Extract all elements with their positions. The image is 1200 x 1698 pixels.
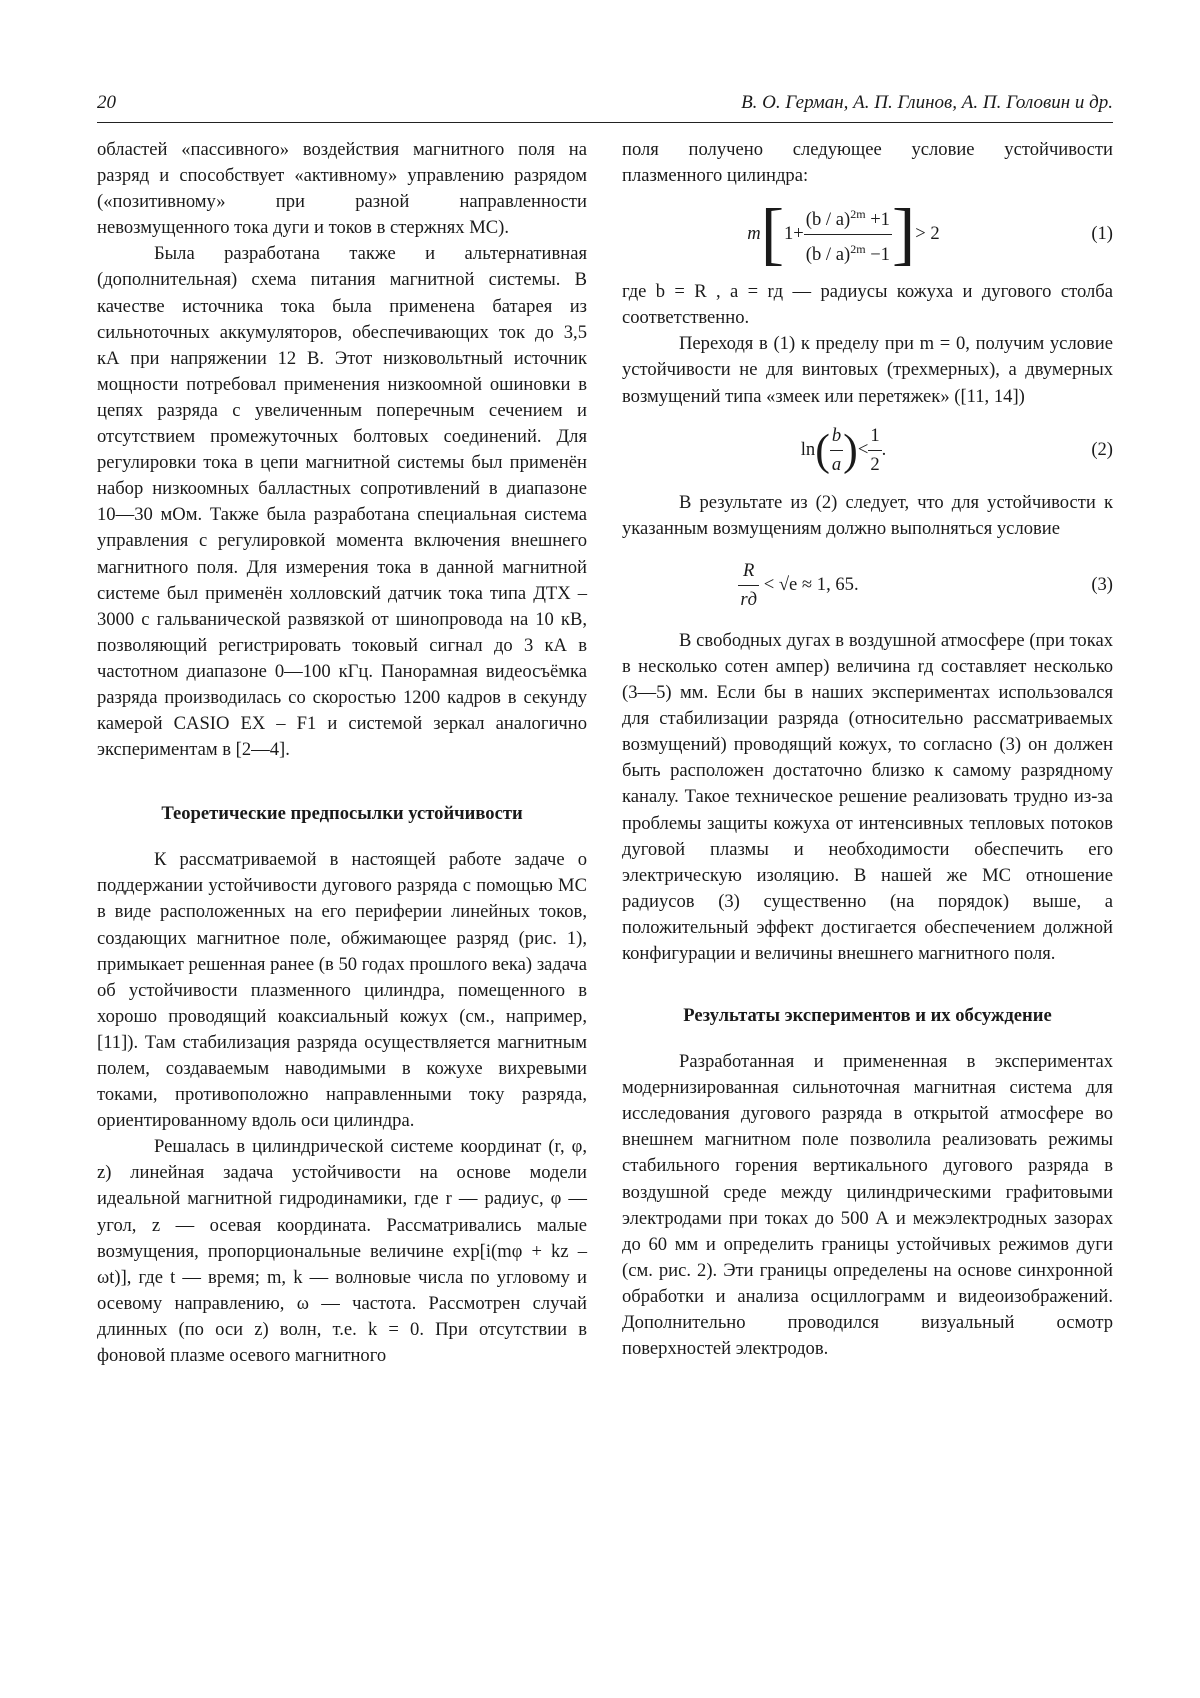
- left-column: [97, 137, 587, 1369]
- equation-number: (1): [1091, 223, 1113, 245]
- paragraph: Переходя в (1) к пределу при m = 0, получим условие устойчивости не для винтовых (трехмерных), а двумерных возмущений типа «змеек или перетяжек» ([11, 14]): [622, 333, 1113, 407]
- paragraph: областей «пассивного» воздействия магнитного поля на разряд и способствует «активному» управлению разрядом («позитивному» при разной направленности невозмущенного тока дуги и токов в стержнях МС).: [97, 139, 587, 239]
- right-column: [622, 137, 1113, 1362]
- equation-1: m[1+ $\frac{(b / a)^{2m} +1}{(b / a)^{2m} -1}$ ]> 2 (1): [747, 195, 1113, 273]
- section-heading: Теоретические предпосылки устойчивости: [161, 803, 523, 825]
- equation-3: $\frac{R}{rд}$ < √e ≈ 1, 65. (3): [622, 542, 1113, 628]
- paragraph: Была разработана также и альтернативная (дополнительная) схема питания магнитной системы. В качестве источника тока была применена батарея из сильноточных аккумуляторов, обеспечивающих ток до 3,5 кА при напряжении 12 В. Этот низковольтный источник мощности потребовал применения низкоомной ошиновки в цепях разряда с увеличенным поперечным сечением и отсутствием промежуточных болтовых соединений. Для регулировки тока в цепи магнитной системы был применён набор низкоомных балластных сопротивлений в диапазоне 10—30 мОм. Также была разработана специальная система управления с регулировкой момента включения внешнего магнитного поля. Для измерения тока в данной магнитной системе был применён холловский датчик тока типа ДТХ – 3000 с гальванической развязкой от шинопровода на 10 кВ, позволяющий регистрировать токовый сигнал до 3 кА в частотном диапазоне 0—100 кГц. Панорамная видеосъёмка разряда производилась со скоростью 1200 кадров в секунду камерой CASIO EX – F1 и системой зеркал аналогично экспериментам в [2—4].: [97, 243, 587, 761]
- section-heading: Результаты экспериментов и их обсуждение: [683, 1005, 1052, 1027]
- paragraph: поля получено следующее условие устойчивости плазменного цилиндра:: [622, 139, 1113, 187]
- paragraph: где b = R , a = rд — радиусы кожуха и дугового столба соответственно.: [622, 281, 1113, 329]
- running-header: [97, 92, 1113, 123]
- paragraph: Решалась в цилиндрической системе координат (r, φ, z) линейная задача устойчивости на основе модели идеальной магнитной гидродинамики, где r — радиус, φ — угол, z — осевая координата. Рассматривались малые возмущения, пропорциональные величине exp[i(mφ + kz – ωt)], где t — время; m, k — волновые числа по угловому и осевому направлению, ω — частота. Рассмотрен случай длинных (по оси z) волн, т.е. k = 0. При отсутствии в фоновой плазме осевого магнитного: [97, 1136, 587, 1367]
- paragraph: Разработанная и примененная в экспериментах модернизированная сильноточная магнитная система для исследования дугового разряда в открытой атмосфере во внешнем магнитном поле позволила реализовать режимы стабильного горения вертикального дугового разряда в воздушной среде между цилиндрическими графитовыми электродами при токах до 500 А и межэлектродных зазорах до 60 мм и определить границы устойчивых режимов дуги (см. рис. 2). Эти границы определены на основе синхронной обработки и анализа осциллограмм и видеоизображений. Дополнительно проводился визуальный осмотр поверхностей электродов.: [622, 1051, 1113, 1360]
- paragraph: В свободных дугах в воздушной атмосфере (при токах в несколько сотен ампер) величина rд составляет несколько (3—5) мм. Если бы в наших экспериментах использовался для стабилизации разряда (относительно рассматриваемых возмущений) проводящий кожух, то согласно (3) он должен быть расположен достаточно близко к самому разрядному каналу. Такое техническое решение реализовать трудно из-за проблемы защиты кожуха от интенсивных тепловых потоков дуговой плазмы и необходимости обеспечить его электрическую изоляцию. В нашей же МС отношение радиусов (3) существенно (на порядок) выше, а положительный эффект достигается обеспечением должной конфигурации и величины внешнего магнитного поля.: [622, 629, 1113, 964]
- running-header-authors: В. О. Герман, А. П. Глинов, А. П. Головин и др.: [741, 92, 1113, 113]
- equation-number: (3): [1091, 573, 1113, 595]
- paragraph: В результате из (2) следует, что для устойчивости к указанным возмущениям должно выполняться условие: [622, 491, 1113, 539]
- equation-2: ln( $\frac{b}{a}$ )< $\frac{1}{2}$ . (2): [622, 410, 1113, 490]
- paragraph: К рассматриваемой в настоящей работе задаче о поддержании устойчивости дугового разряда с помощью МС в виде расположенных на его периферии линейных токов, создающих магнитное поле, обжимающее разряд (рис. 1), примыкает решенная ранее (в 50 годах прошлого века) задача об устойчивости плазменного цилиндра, помещенного в хорошо проводящий коаксиальный кожух (см., например, [11]). Там стабилизация разряда осуществляется магнитным полем, создаваемым наводимыми в кожухе вихревыми токами, противоположно направленными току разряда, ориентированному вдоль оси цилиндра.: [97, 849, 587, 1132]
- page-number: 20: [97, 92, 116, 113]
- equation-number: (2): [1091, 438, 1113, 460]
